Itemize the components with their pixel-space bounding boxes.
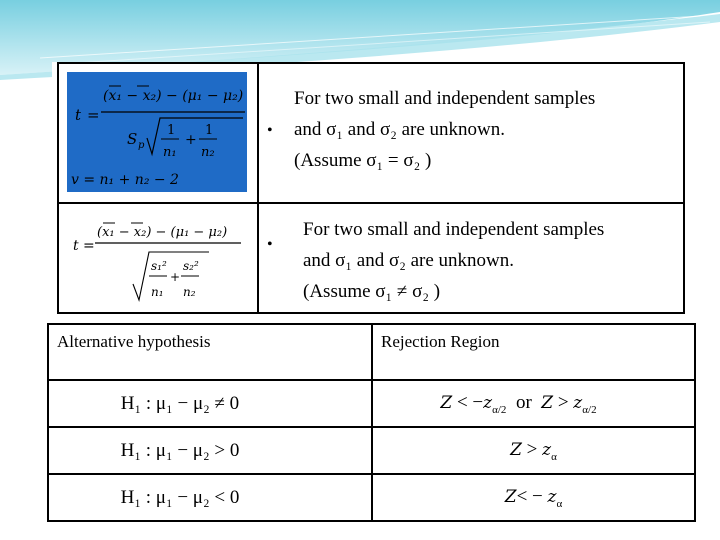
region-left-tailed: $Z< - z_\alpha$ bbox=[504, 485, 563, 510]
region-two-sided: $Z < -z_{\alpha/2}$ or $Z > z_{\alpha/2}$ bbox=[440, 391, 597, 416]
svg-text:=: = bbox=[87, 106, 100, 124]
formula-table bbox=[57, 62, 685, 314]
svg-text:1: 1 bbox=[205, 123, 214, 138]
svg-text:s₁²: s₁² bbox=[151, 259, 167, 273]
rejection-region-table bbox=[47, 323, 696, 522]
header-cell bbox=[372, 324, 695, 380]
description-line: (Assume σ₁ = σ₂ ) bbox=[294, 150, 432, 171]
rejection-region-header: Rejection Region bbox=[381, 332, 500, 351]
hypothesis-left-tailed: H₁ : μ₁ − μ₂ < 0 bbox=[120, 486, 240, 508]
pooled-description-cell bbox=[258, 63, 684, 203]
svg-text:(x₁ − x₂) − (μ₁ − μ₂): (x₁ − x₂) − (μ₁ − μ₂) bbox=[103, 88, 244, 104]
unpooled-t-formula bbox=[59, 204, 255, 308]
pooled-formula-cell bbox=[58, 63, 258, 203]
description-line: and σ₁ and σ₂ are unknown. bbox=[294, 119, 506, 140]
svg-text:S: S bbox=[127, 130, 138, 148]
description-line: For two small and independent samples bbox=[294, 88, 596, 109]
table-cell bbox=[372, 427, 695, 474]
pooled-t-formula bbox=[67, 72, 247, 192]
region-right-tailed: $Z > z_\alpha$ bbox=[510, 438, 557, 463]
table-cell bbox=[372, 474, 695, 521]
description-line: (Assume σ₁ ≠ σ₂ ) bbox=[303, 281, 441, 302]
svg-text:v = n₁ + n₂ − 2: v = n₁ + n₂ − 2 bbox=[71, 172, 179, 188]
table-cell bbox=[48, 380, 372, 427]
hypothesis-right-tailed: H₁ : μ₁ − μ₂ > 0 bbox=[120, 439, 240, 461]
svg-text:+: + bbox=[185, 132, 197, 148]
bullet: • bbox=[267, 236, 273, 253]
svg-text:t: t bbox=[73, 238, 79, 254]
table-cell bbox=[48, 474, 372, 521]
alternative-hypothesis-header: Alternative hypothesis bbox=[57, 332, 211, 351]
unpooled-description-cell bbox=[258, 203, 684, 313]
svg-text:n₁: n₁ bbox=[151, 285, 164, 299]
svg-text:s₂²: s₂² bbox=[183, 259, 199, 273]
svg-text:p: p bbox=[138, 140, 145, 151]
svg-text:t: t bbox=[75, 106, 82, 124]
svg-text:n₁: n₁ bbox=[163, 145, 177, 160]
description-line: and σ₁ and σ₂ are unknown. bbox=[303, 250, 515, 271]
svg-text:=: = bbox=[83, 238, 95, 254]
svg-text:n₂: n₂ bbox=[201, 145, 215, 160]
svg-text:+: + bbox=[170, 270, 181, 284]
svg-text:n₂: n₂ bbox=[183, 285, 196, 299]
svg-text:(x₁ − x₂) − (μ₁ − μ₂): (x₁ − x₂) − (μ₁ − μ₂) bbox=[97, 225, 228, 240]
header-cell bbox=[48, 324, 372, 380]
unpooled-formula-cell bbox=[58, 203, 258, 313]
svg-text:1: 1 bbox=[167, 123, 176, 138]
hypothesis-two-sided: H₁ : μ₁ − μ₂ ≠ 0 bbox=[120, 392, 240, 414]
pooled-formula-box bbox=[67, 72, 247, 192]
bullet: • bbox=[267, 122, 273, 139]
description-line: For two small and independent samples bbox=[303, 219, 605, 240]
table-cell bbox=[372, 380, 695, 427]
table-cell bbox=[48, 427, 372, 474]
